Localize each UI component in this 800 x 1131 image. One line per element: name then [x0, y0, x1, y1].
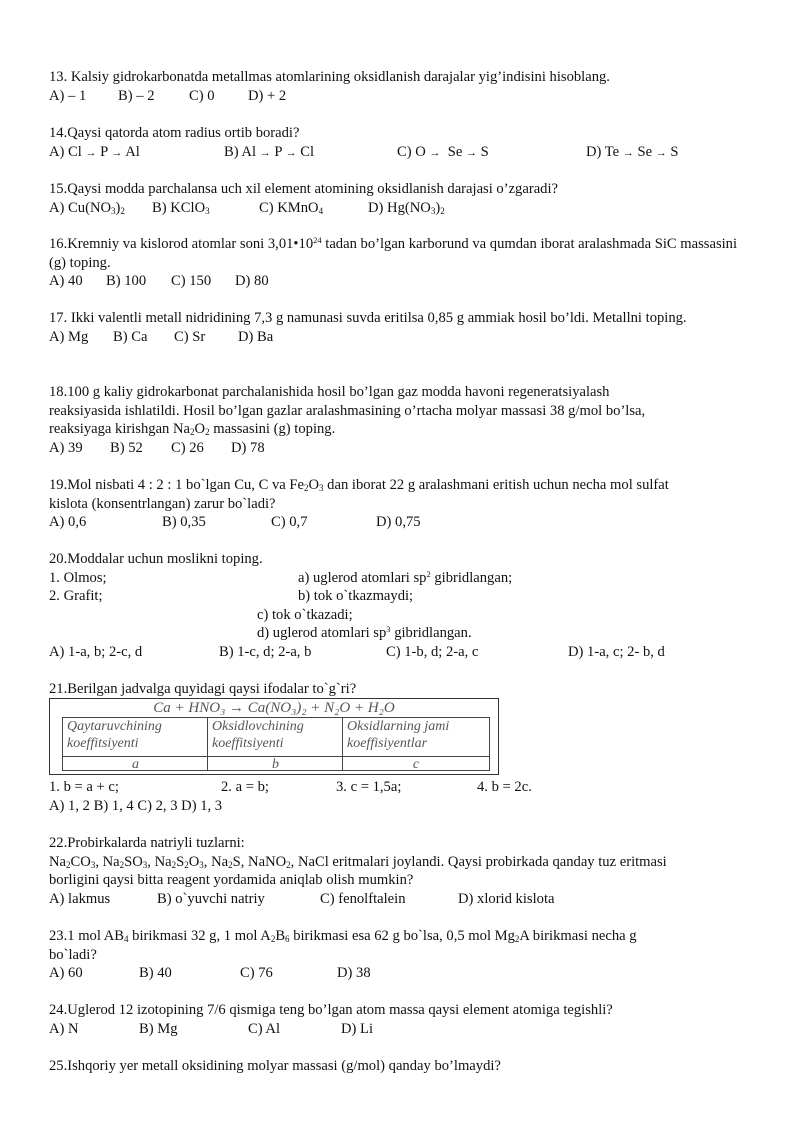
option-d: D) + 2 [248, 87, 287, 104]
option-d: D) $Hg(NO_3)_2$ [368, 199, 445, 216]
question-17-options [49, 328, 754, 347]
option-a: A) 1-a, b; 2-c, d [49, 643, 143, 660]
option-a: A) $Cu(NO_3)_2$ [49, 199, 125, 216]
header-total: Oksidlarning jami koeffisiyentlar [347, 719, 450, 751]
option-a: A) Mg [49, 328, 89, 345]
option-d: D) Ba [238, 328, 274, 345]
header-reductant: Qaytaruvchining koeffitsiyenti [63, 718, 208, 756]
question-22-text: 22.Probirkalarda natriyli tuzlarni: [49, 835, 245, 851]
option-a: A) 0,6 [49, 514, 87, 530]
option-b: B) 0,35 [162, 514, 206, 530]
option-b: B) Al → P → Cl [224, 143, 315, 160]
option-c: C) 150 [171, 273, 212, 289]
option-c: C) Al [248, 1020, 281, 1037]
question-21-text: 21.Berilgan jadvalga quyidagi qaysi ifodalar to`g`ri? [49, 681, 357, 697]
option-a: A) – 1 [49, 87, 87, 104]
question-18-line-1: 18.100 g kaliy gidrokarbonat parchalanishida hosil bo’lgan gaz modda havoni regeneratsiyalash [49, 384, 610, 400]
match-d: d) uglerod atomlari $sp^3$ gibridlangan. [257, 624, 472, 641]
option-a: A) 39 [49, 439, 83, 456]
question-23-line-1: 23.1 mol $AB_4$ birikmasi 32 g, 1 mol $A_2B_6$ birikmasi esa 62 g bo`lsa, 0,5 mol $Mg_2A$ birikmasi necha g [49, 928, 637, 944]
option-a: A) 60 [49, 965, 83, 981]
question-15-text: 15.Qaysi modda parchalansa uch xil element atomining oksidlanish darajasi o’zgaradi? [49, 181, 558, 197]
question-19-line-1: 19.Mol nisbati 4 : 2 : 1 bo`lgan Cu, C va $Fe_2O_3$ dan iborat 22 g aralashmani eritish uchun necha mol sulfat [49, 477, 669, 493]
item-olmos: 1. Olmos; [49, 569, 107, 586]
option-a: A) Cl → P → Al [49, 143, 140, 160]
question-22-options [49, 890, 754, 909]
question-21-answers [49, 778, 754, 815]
question-22 [49, 834, 754, 908]
option-d: D) Li [341, 1020, 374, 1037]
statement-3: 3. c = 1,5a; [336, 779, 402, 795]
match-row-3 [49, 606, 754, 625]
question-13-text: 13. Kalsiy gidrokarbonatda metallmas atomlarining oksidlanish darajalar yig’indisini hisoblang. [49, 69, 610, 85]
question-22-salts [49, 853, 754, 872]
question-18 [49, 383, 754, 457]
salt-3: $Na_2S_2O_3$, [154, 853, 212, 870]
question-21-statements [49, 778, 754, 797]
question-18-line-3: reaksiyaga kirishgan $Na_2O_2$ massasini (g) toping. [49, 421, 336, 437]
question-18-line-2: reaksiyasida ishlatildi. Hosil bo’lgan gazlar aralashmasining o’rtacha molyar massasi 38 g/mol bo’lsa, [49, 402, 646, 419]
question-16-text: 16.Kremniy va kislorod atomlar soni $3,01•10^{24}$ tadan bo’lgan karborund va qumdan iborat aralashmada SiC massasini (g) toping. [49, 235, 738, 271]
option-c: C) 0,7 [271, 514, 308, 530]
option-a: A) 40 [49, 273, 83, 289]
question-23-options [49, 964, 754, 983]
question-19 [49, 476, 754, 532]
question-19-options [49, 513, 754, 532]
option-b: B) – 2 [118, 87, 155, 104]
option-b: B) Mg [139, 1020, 178, 1037]
salt-1: $Na_2CO_3$, [49, 853, 103, 870]
question-14 [49, 124, 754, 161]
header-oxidant: Oksidlovchining koeffitsiyenti [208, 718, 343, 756]
question-19-line-2: kislota (konsentrlangan) zarur bo`ladi? [49, 495, 276, 512]
option-c: C) Sr [174, 328, 206, 345]
question-20-options [49, 643, 754, 662]
question-15-options [49, 199, 754, 218]
question-13 [49, 68, 754, 105]
option-b: B) o`yuvchi natriy [157, 890, 265, 907]
reaction-equation: Ca + HNO₃ → Ca(NO₃)₂ + N₂O + H₂O [153, 700, 395, 716]
question-24 [49, 1001, 754, 1038]
question-18-options [49, 439, 754, 458]
option-d: D) 0,75 [376, 514, 421, 530]
value-c: c [412, 757, 420, 772]
question-21-options: A) 1, 2 B) 1, 4 C) 2, 3 D) 1, 3 [49, 797, 223, 814]
question-16-options [49, 272, 754, 291]
question-21 [49, 680, 754, 699]
question-14-options [49, 143, 754, 162]
statement-4: 4. b = 2c. [477, 779, 532, 795]
match-c: c) tok o`tkazadi; [257, 606, 353, 623]
salt-2: $Na_2SO_3$, [102, 853, 155, 870]
option-b: B) KClO$_3$ [152, 199, 210, 216]
match-row-2 [49, 587, 754, 606]
question-13-options [49, 87, 754, 106]
question-24-options [49, 1020, 754, 1039]
question-25-text: 25.Ishqoriy yer metall oksidining molyar massasi (g/mol) qanday bo’lmaydi? [49, 1058, 501, 1074]
question-17 [49, 309, 754, 346]
value-a: a [132, 757, 139, 772]
option-b: B) 1-c, d; 2-a, b [219, 643, 312, 660]
option-b: B) 100 [106, 273, 147, 289]
option-b: B) Ca [113, 328, 148, 345]
match-row-1 [49, 569, 754, 588]
option-c: C) 1-b, d; 2-a, c [386, 643, 479, 660]
option-d: D) 38 [337, 965, 371, 981]
question-25 [49, 1057, 754, 1076]
option-c: C) 76 [240, 965, 273, 981]
question-16 [49, 235, 754, 291]
option-b: B) 40 [139, 965, 172, 981]
match-row-4 [49, 624, 754, 643]
option-d: D) 78 [231, 439, 265, 456]
question-23 [49, 927, 754, 983]
option-d: D) Te → Se → S [586, 143, 679, 160]
question-22-line-3: borligini qaysi bitta reagent yordamida aniqlab olish mumkin? [49, 872, 414, 888]
option-d: D) 1-a, c; 2- b, d [568, 643, 665, 660]
value-b: b [272, 757, 279, 772]
table-grid [62, 717, 490, 771]
question-20 [49, 550, 754, 661]
option-d: D) 80 [235, 273, 269, 289]
question-23-line-2: bo`ladi? [49, 946, 97, 963]
question-24-text: 24.Uglerod 12 izotopining 7/6 qismiga teng bo’lgan atom massa qaysi element atomiga tegishli? [49, 1002, 613, 1018]
question-15 [49, 180, 754, 217]
match-b: b) tok o`tkazmaydi; [298, 588, 414, 604]
question-20-text: 20.Moddalar uchun moslikni toping. [49, 551, 263, 567]
option-c: C) fenolftalein [320, 890, 406, 907]
statement-2: 2. a = b; [221, 779, 269, 795]
salt-5: NaNO$_2$, [248, 853, 298, 870]
item-grafit: 2. Grafit; [49, 588, 103, 604]
question-14-text: 14.Qaysi qatorda atom radius ortib boradi? [49, 125, 300, 141]
option-c: C) 0 [189, 87, 215, 104]
question-17-text: 17. Ikki valentli metall nidridining 7,3 g namunasi suvda eritilsa 0,85 g ammiak hosil bo’ldi. Metallni toping. [49, 310, 687, 326]
reaction-table [49, 698, 499, 775]
option-d: D) xlorid kislota [458, 890, 555, 907]
option-a: A) N [49, 1020, 79, 1037]
option-c: C) 26 [171, 439, 204, 456]
match-a: a) uglerod atomlari $sp^2$ gibridlangan; [298, 568, 513, 586]
statement-1: 1. b = a + c; [49, 779, 119, 795]
option-b: B) 52 [110, 439, 143, 456]
option-c: C) KMnO$_4$ [259, 199, 324, 216]
salt-4: $Na_2S$, [211, 853, 249, 870]
salts-tail: NaCl eritmalari joylandi. Qaysi probirkada qanday tuz eritmasi [297, 853, 667, 870]
option-a: A) lakmus [49, 890, 111, 907]
option-c: C) O → Se → S [397, 143, 489, 160]
